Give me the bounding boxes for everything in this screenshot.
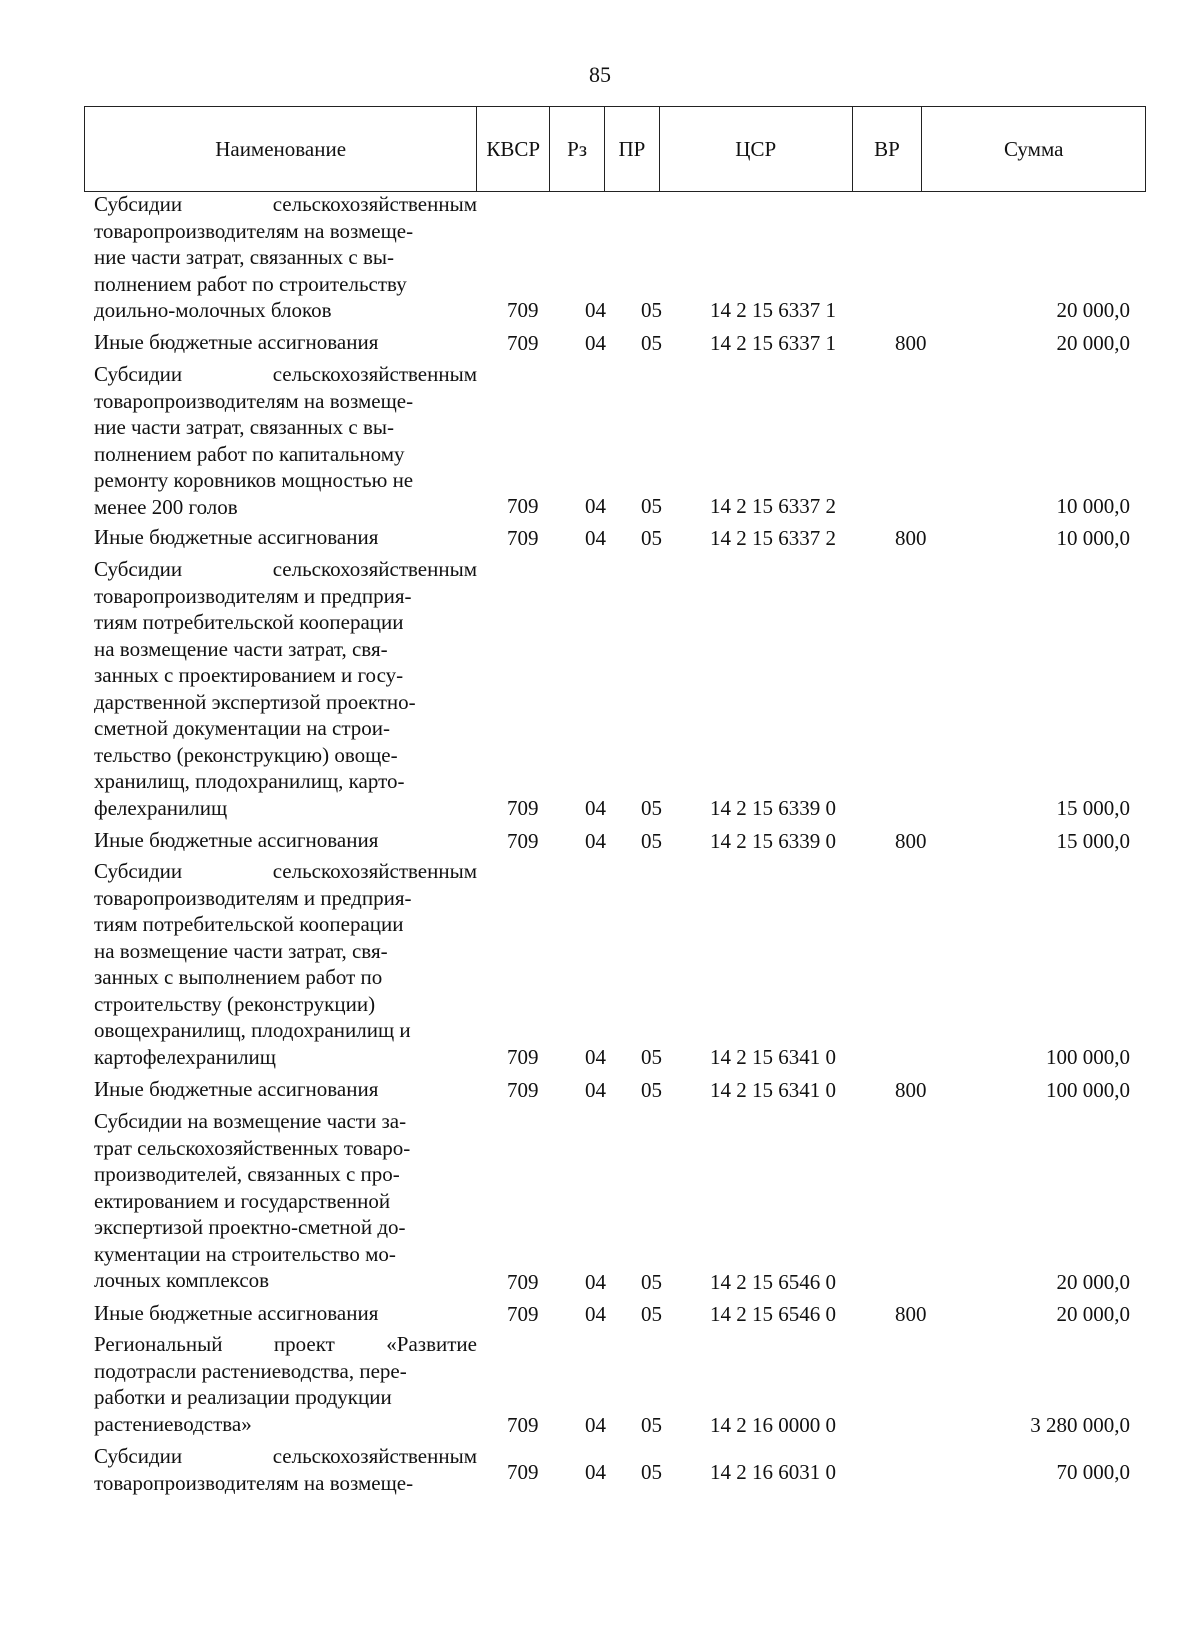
row-kvsr: 709 [507,1269,539,1294]
row-rz: 04 [585,1301,606,1326]
row-name: Иные бюджетные ассигнования [94,1301,379,1325]
table-row [0,556,1200,821]
row-sum: 15 000,0 [1056,795,1130,820]
row-name: Субсидии сельскохозяйственным товаропроизводителям на возмеще- ние части затрат, связанных с вы- полнением работ по строительству доильно-молочных блоков [94,192,477,322]
row-csr: 14 2 16 6031 0 [710,1459,836,1484]
row-rz: 04 [585,493,606,518]
row-sum: 70 000,0 [1056,1459,1130,1484]
row-pr: 05 [641,1412,662,1437]
row-rz: 04 [585,1077,606,1102]
row-vr: 800 [895,525,927,550]
column-header-vr: ВР [853,107,923,191]
row-sum: 20 000,0 [1056,1301,1130,1326]
row-csr: 14 2 15 6546 0 [710,1301,836,1326]
row-sum: 100 000,0 [1046,1044,1130,1069]
table-row [0,1331,1200,1438]
row-name: Субсидии на возмещение части за- трат сельскохозяйственных товаро- производителей, связанных с про- ектированием и государственной экспертизой проектно-сметной до- кументации на строительство мо- лочных комплексов [94,1109,411,1292]
row-name: Иные бюджетные ассигнования [94,1077,379,1101]
row-pr: 05 [641,828,662,853]
row-pr: 05 [641,297,662,322]
row-csr: 14 2 15 6341 0 [710,1044,836,1069]
page-number: 85 [589,62,611,87]
row-pr: 05 [641,1269,662,1294]
row-sum: 20 000,0 [1056,1269,1130,1294]
row-pr: 05 [641,1077,662,1102]
table-row [0,1443,1200,1499]
table-row [0,1076,1200,1103]
row-kvsr: 709 [507,1044,539,1069]
column-header-csr: ЦСР [660,107,853,191]
row-pr: 05 [641,525,662,550]
row-name: Иные бюджетные ассигнования [94,828,379,852]
row-name: Субсидии сельскохозяйственным товаропроизводителям и предприя- тиям потребительской кооперации на возмещение части затрат, свя- занных с выполнением работ по строительству (реконструкции) овощехранилищ, плодохранилищ и картофелехранилищ [94,859,477,1069]
row-pr: 05 [641,1301,662,1326]
row-sum: 3 280 000,0 [1030,1412,1130,1437]
row-csr: 14 2 15 6337 1 [710,330,836,355]
row-name: Субсидии сельскохозяйственным товаропроизводителям на возмеще- [94,1444,477,1495]
row-pr: 05 [641,493,662,518]
column-header-pr: ПР [605,107,660,191]
row-kvsr: 709 [507,525,539,550]
row-sum: 100 000,0 [1046,1077,1130,1102]
row-csr: 14 2 15 6339 0 [710,828,836,853]
column-header-sum: Сумма [1003,136,1064,161]
row-pr: 05 [641,330,662,355]
row-vr: 800 [895,828,927,853]
row-kvsr: 709 [507,493,539,518]
row-kvsr: 709 [507,330,539,355]
row-kvsr: 709 [507,795,539,820]
row-rz: 04 [585,1269,606,1294]
table-row [0,524,1200,551]
row-kvsr: 709 [507,297,539,322]
row-vr: 800 [895,330,927,355]
row-sum: 10 000,0 [1056,525,1130,550]
row-vr: 800 [895,1301,927,1326]
row-rz: 04 [585,828,606,853]
table-row [0,827,1200,854]
row-csr: 14 2 15 6337 2 [710,525,836,550]
row-rz: 04 [585,1044,606,1069]
row-csr: 14 2 15 6339 0 [710,795,836,820]
row-csr: 14 2 15 6546 0 [710,1269,836,1294]
row-kvsr: 709 [507,828,539,853]
row-rz: 04 [585,330,606,355]
row-rz: 04 [585,297,606,322]
row-rz: 04 [585,1459,606,1484]
table-row [0,1108,1200,1295]
row-kvsr: 709 [507,1412,539,1437]
row-rz: 04 [585,795,606,820]
row-rz: 04 [585,525,606,550]
row-name: Иные бюджетные ассигнования [94,330,379,354]
row-kvsr: 709 [507,1459,539,1484]
row-pr: 05 [641,1459,662,1484]
table-row [0,858,1200,1070]
row-sum: 20 000,0 [1056,297,1130,322]
table-row [0,191,1200,323]
table-row [0,329,1200,356]
row-vr: 800 [895,1077,927,1102]
row-csr: 14 2 15 6341 0 [710,1077,836,1102]
row-sum: 20 000,0 [1056,330,1130,355]
column-header-name: Наименование [85,107,477,191]
row-sum: 15 000,0 [1056,828,1130,853]
row-csr: 14 2 15 6337 1 [710,297,836,322]
table-row [0,361,1200,519]
row-name: Региональный проект «Развитие подотрасли растениеводства, пере- работки и реализации продукции растениеводства» [94,1332,477,1436]
row-rz: 04 [585,1412,606,1437]
column-header-kvsr: КВСР [477,107,550,191]
row-kvsr: 709 [507,1077,539,1102]
row-kvsr: 709 [507,1301,539,1326]
row-name: Субсидии сельскохозяйственным товаропроизводителям и предприя- тиям потребительской кооперации на возмещение части затрат, свя- занных с проектированием и госу- дарственной экспертизой проектно- сметной документации на строи- тельство (реконструкцию) овоще- хранилищ, плодохранилищ, карто- фелехранилищ [94,557,477,820]
row-csr: 14 2 15 6337 2 [710,493,836,518]
row-name: Иные бюджетные ассигнования [94,525,379,549]
column-header-rz: Рз [550,107,605,191]
row-pr: 05 [641,795,662,820]
row-csr: 14 2 16 0000 0 [710,1412,836,1437]
row-sum: 10 000,0 [1056,493,1130,518]
row-pr: 05 [641,1044,662,1069]
row-name: Субсидии сельскохозяйственным товаропроизводителям на возмеще- ние части затрат, связанных с вы- полнением работ по капитальному ремонту коровников мощностью не менее 200 голов [94,362,477,519]
table-row [0,1300,1200,1327]
